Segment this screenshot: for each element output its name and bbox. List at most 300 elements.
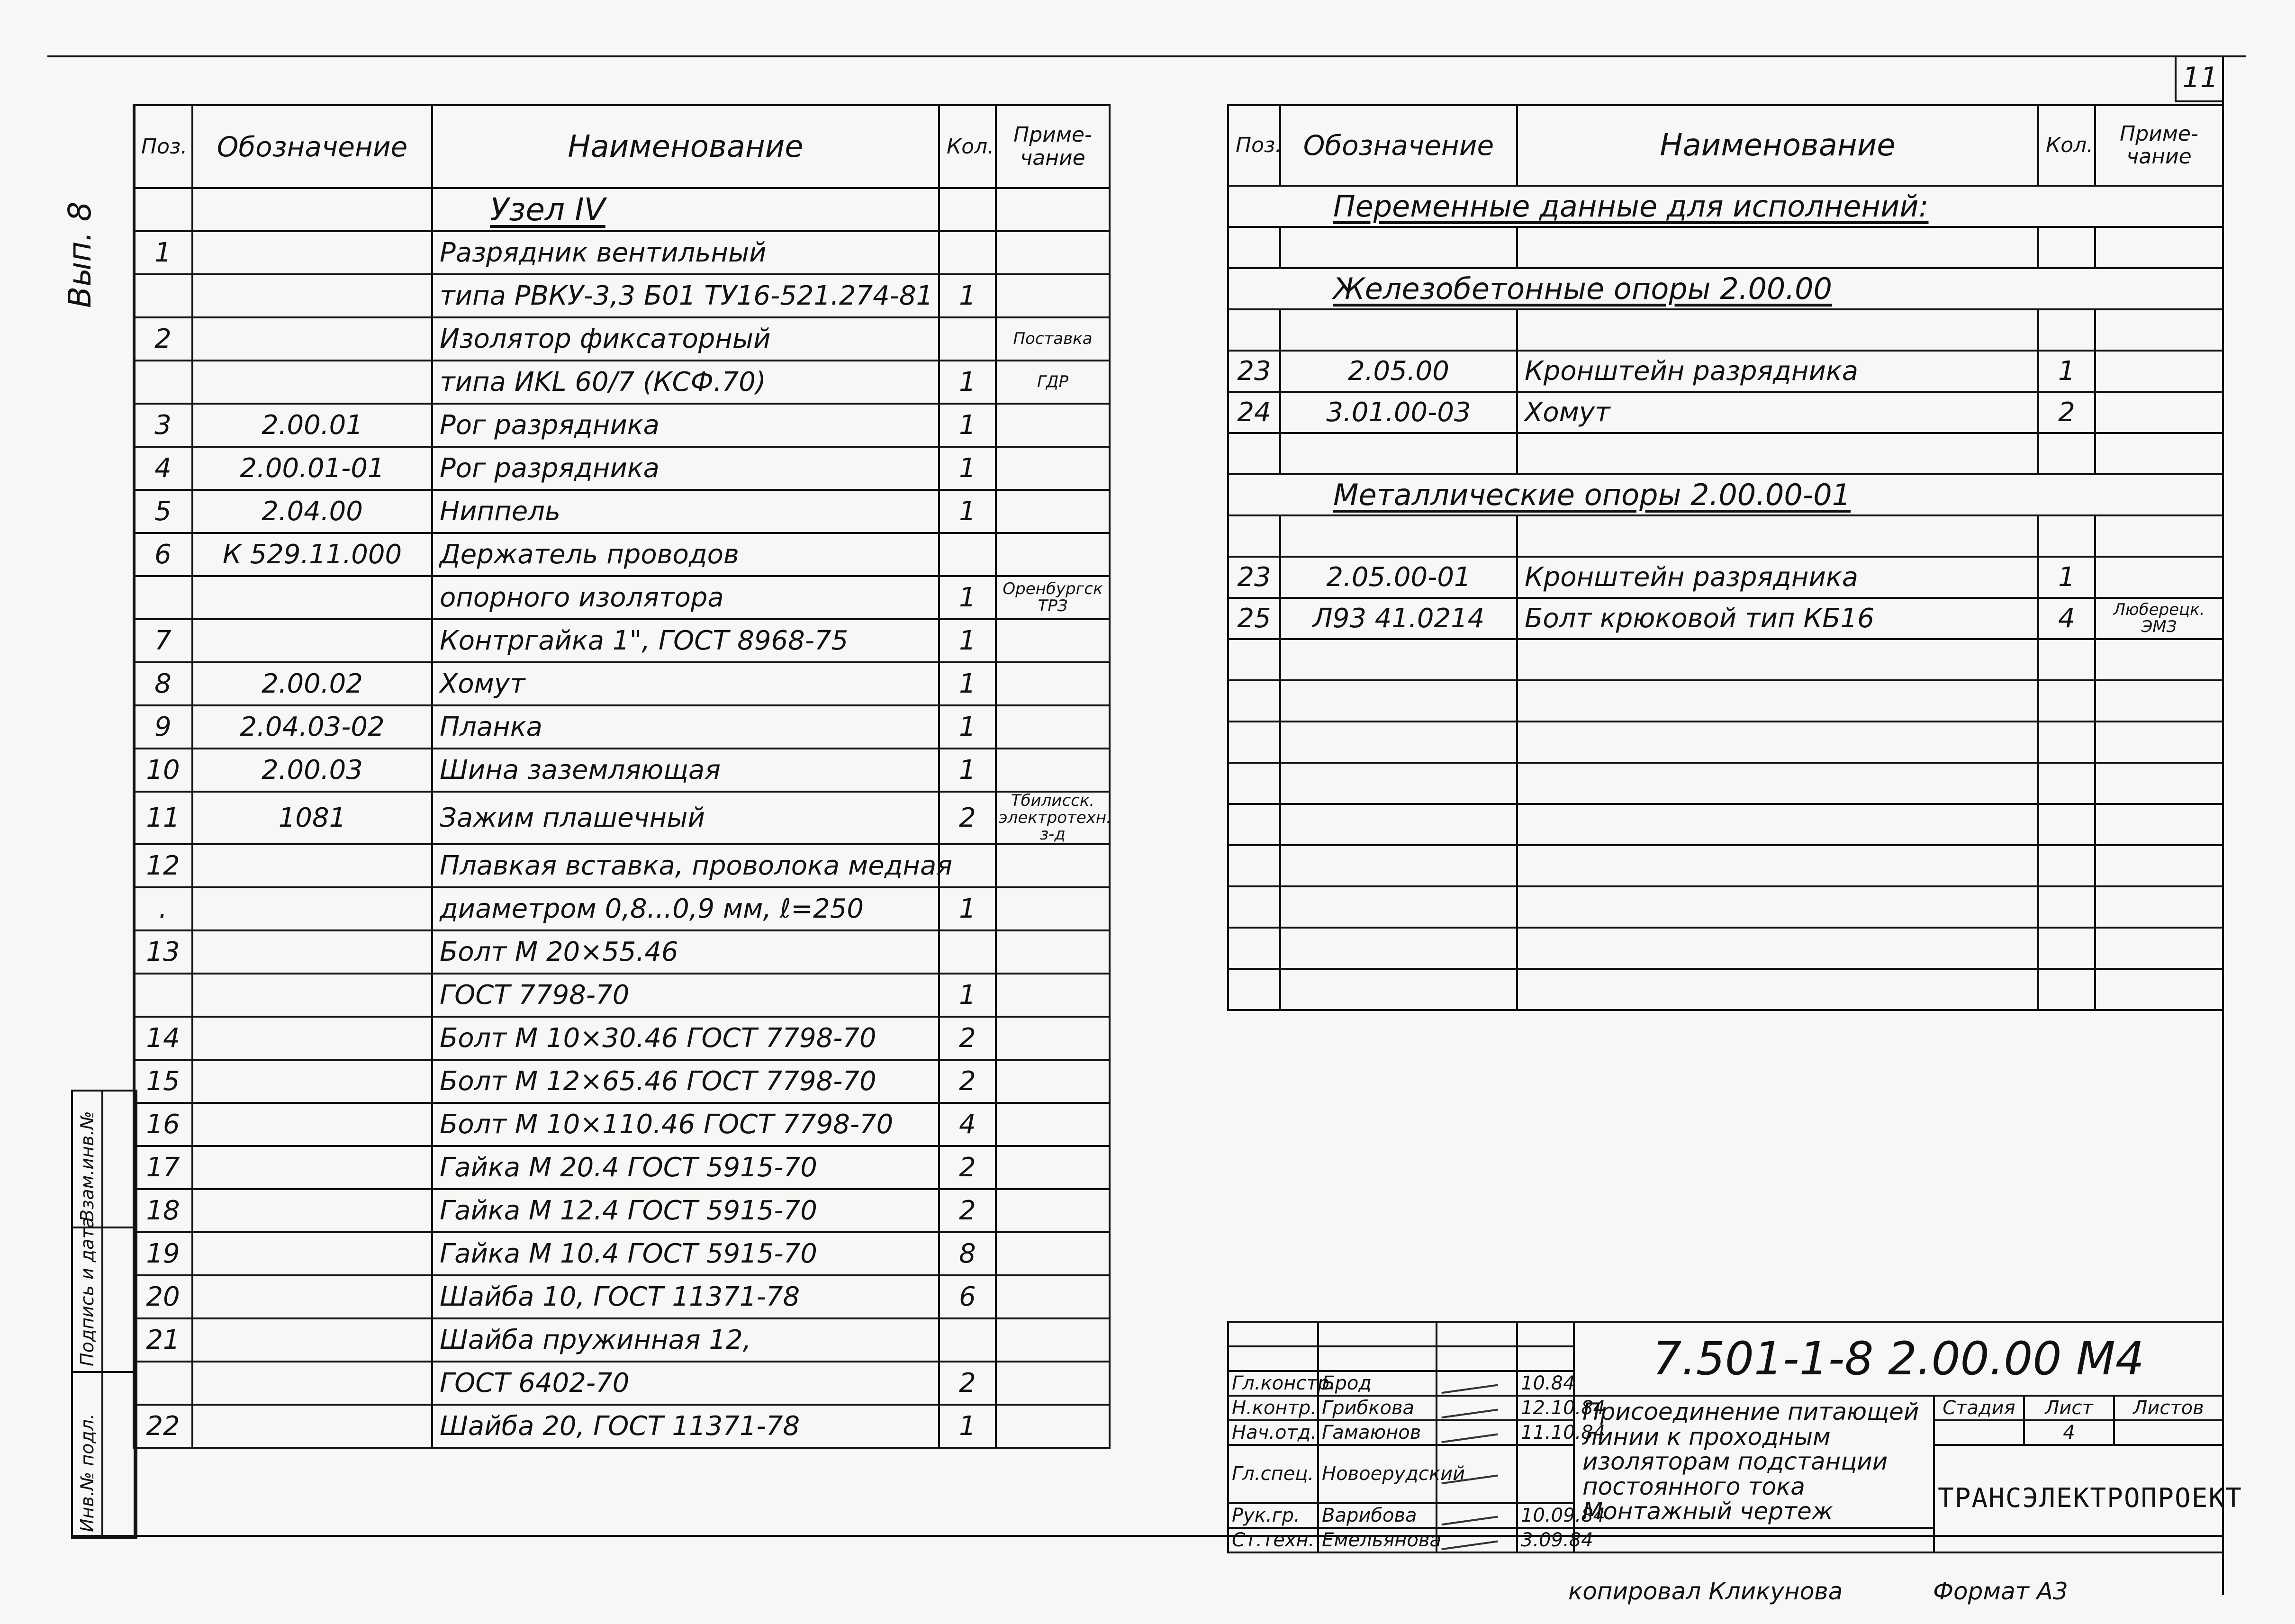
row-pos — [1228, 928, 1280, 969]
row-designation — [1280, 515, 1517, 557]
left-table-header — [134, 105, 1110, 188]
row-note — [996, 1318, 1110, 1362]
row-pos: 25 — [1228, 598, 1280, 639]
row-designation — [192, 1146, 432, 1189]
row-designation: 2.04.03-02 — [192, 705, 432, 749]
title-block — [1227, 1321, 2242, 1553]
row-name: Болт крюковой тип КБ16 — [1517, 598, 2038, 639]
table-row — [134, 1017, 1110, 1060]
row-qty — [2038, 433, 2095, 474]
row-pos — [134, 274, 192, 317]
row-designation — [1280, 763, 1517, 804]
table-row — [1228, 680, 2223, 722]
row-qty: 1 — [939, 447, 996, 490]
left-specification-table — [133, 104, 1111, 1449]
row-note — [996, 705, 1110, 749]
table-row — [134, 533, 1110, 576]
role-date: 3.09.84 — [1517, 1528, 1574, 1552]
table-row — [1228, 268, 2223, 309]
row-qty — [2038, 639, 2095, 680]
header-note: Приме- чание — [996, 105, 1110, 188]
table-row — [1228, 474, 2223, 515]
row-pos: 17 — [134, 1146, 192, 1189]
row-pos: 8 — [134, 662, 192, 705]
row-designation — [192, 844, 432, 887]
row-note — [2095, 557, 2223, 598]
row-note — [2095, 886, 2223, 928]
row-qty: 1 — [2038, 351, 2095, 392]
table-row — [1228, 969, 2223, 1010]
row-designation: 2.00.02 — [192, 662, 432, 705]
row-qty: 1 — [939, 887, 996, 930]
row-note — [2095, 515, 2223, 557]
header-pos: Поз. — [1228, 105, 1280, 186]
signature — [1437, 1371, 1517, 1396]
row-name: Узел IV — [432, 188, 939, 231]
row-designation: 2.05.00-01 — [1280, 557, 1517, 598]
row-pos — [1228, 227, 1280, 268]
row-qty: 1 — [939, 361, 996, 404]
header-designation: Обозначение — [1280, 105, 1517, 186]
row-name — [1517, 639, 2038, 680]
row-pos: 14 — [134, 1017, 192, 1060]
row-qty: 1 — [939, 749, 996, 792]
role-date: 10.09.84 — [1517, 1503, 1574, 1528]
side-annotation: Вып. 8 — [62, 201, 98, 308]
table-row — [134, 188, 1110, 231]
row-designation: 2.00.01 — [192, 404, 432, 447]
row-pos: 16 — [134, 1103, 192, 1146]
row-designation — [1280, 804, 1517, 845]
row-name: типа РВКУ-3,3 Б01 ТУ16-521.274-81 — [432, 274, 939, 317]
signature — [1437, 1396, 1517, 1420]
row-note — [996, 533, 1110, 576]
section-heading: Железобетонные опоры 2.00.00 — [1228, 268, 2223, 309]
signature — [1437, 1420, 1517, 1445]
signature — [1437, 1445, 1517, 1503]
row-pos: 7 — [134, 619, 192, 662]
row-qty: 8 — [939, 1232, 996, 1275]
header-qty: Кол. — [939, 105, 996, 188]
row-name: Хомут — [432, 662, 939, 705]
row-pos: 2 — [134, 317, 192, 361]
row-designation: 2.04.00 — [192, 490, 432, 533]
row-designation — [192, 930, 432, 974]
row-qty — [939, 930, 996, 974]
role-name: Варибова — [1318, 1503, 1437, 1528]
row-note — [996, 1362, 1110, 1405]
row-pos: 18 — [134, 1189, 192, 1232]
row-note — [996, 1103, 1110, 1146]
row-designation: К 529.11.000 — [192, 533, 432, 576]
row-qty: 1 — [939, 576, 996, 619]
section-heading: Металлические опоры 2.00.00-01 — [1228, 474, 2223, 515]
row-note — [2095, 969, 2223, 1010]
table-row — [1228, 227, 2223, 268]
row-note — [2095, 763, 2223, 804]
role-label: Ст.техн. — [1228, 1528, 1318, 1552]
row-designation — [192, 1318, 432, 1362]
row-name — [1517, 845, 2038, 886]
table-row — [1228, 763, 2223, 804]
row-note — [996, 844, 1110, 887]
row-qty: 4 — [2038, 598, 2095, 639]
stamp-label-inv-original: Инв.№ подл. — [77, 1413, 98, 1532]
row-note — [2095, 639, 2223, 680]
row-qty — [2038, 763, 2095, 804]
row-pos: 12 — [134, 844, 192, 887]
row-name — [1517, 722, 2038, 763]
stage-label: Стадия — [1934, 1396, 2024, 1420]
row-note — [996, 274, 1110, 317]
row-name: ГОСТ 7798-70 — [432, 974, 939, 1017]
row-designation — [192, 619, 432, 662]
row-designation — [1280, 722, 1517, 763]
row-designation — [192, 887, 432, 930]
table-row — [134, 1146, 1110, 1189]
page-number: 11 — [2182, 61, 2219, 94]
row-qty — [2038, 845, 2095, 886]
row-pos: 9 — [134, 705, 192, 749]
header-name: Наименование — [1517, 105, 2038, 186]
table-row — [134, 576, 1110, 619]
row-designation — [192, 1017, 432, 1060]
signature — [1437, 1503, 1517, 1528]
row-pos — [134, 576, 192, 619]
row-pos — [134, 361, 192, 404]
row-pos: 10 — [134, 749, 192, 792]
row-name — [1517, 515, 2038, 557]
row-name: Зажим плашечный — [432, 792, 939, 844]
row-note — [996, 404, 1110, 447]
row-name — [1517, 309, 2038, 351]
role-label: Нач.отд. — [1228, 1420, 1318, 1445]
role-date — [1517, 1445, 1574, 1503]
row-designation — [192, 1275, 432, 1318]
row-qty: 1 — [939, 705, 996, 749]
row-name: Шайба 20, ГОСТ 11371-78 — [432, 1405, 939, 1448]
table-row — [134, 1405, 1110, 1448]
header-designation: Обозначение — [192, 105, 432, 188]
row-note: Оренбургск ТРЗ — [996, 576, 1110, 619]
header-pos: Поз. — [134, 105, 192, 188]
row-note — [2095, 680, 2223, 722]
row-designation — [192, 1103, 432, 1146]
row-qty: 1 — [939, 1405, 996, 1448]
row-designation: 2.05.00 — [1280, 351, 1517, 392]
role-date: 11.10.84 — [1517, 1420, 1574, 1445]
row-name: Болт М 10×110.46 ГОСТ 7798-70 — [432, 1103, 939, 1146]
row-qty: 2 — [2038, 392, 2095, 433]
row-pos — [134, 1362, 192, 1405]
row-pos — [1228, 886, 1280, 928]
row-designation — [192, 274, 432, 317]
row-designation: 2.00.03 — [192, 749, 432, 792]
row-designation — [1280, 309, 1517, 351]
row-qty — [2038, 886, 2095, 928]
row-note — [996, 1232, 1110, 1275]
table-row — [1228, 515, 2223, 557]
table-row — [134, 1189, 1110, 1232]
row-qty — [939, 188, 996, 231]
row-name: Плавкая вставка, проволока медная — [432, 844, 939, 887]
row-name — [1517, 969, 2038, 1010]
table-row — [1228, 351, 2223, 392]
row-designation — [192, 188, 432, 231]
row-note — [2095, 433, 2223, 474]
role-name: Емельянова — [1318, 1528, 1437, 1552]
row-pos: 24 — [1228, 392, 1280, 433]
row-pos: 4 — [134, 447, 192, 490]
table-row — [134, 705, 1110, 749]
row-pos — [134, 974, 192, 1017]
row-name: Разрядник вентильный — [432, 231, 939, 274]
table-row — [134, 1103, 1110, 1146]
paper-format: Формат А3 — [1933, 1578, 2068, 1605]
row-qty: 2 — [939, 1362, 996, 1405]
row-note — [2095, 227, 2223, 268]
row-pos: 19 — [134, 1232, 192, 1275]
row-qty — [2038, 227, 2095, 268]
table-row — [134, 930, 1110, 974]
row-name: опорного изолятора — [432, 576, 939, 619]
row-note — [996, 887, 1110, 930]
row-note — [996, 231, 1110, 274]
row-name: Болт М 12×65.46 ГОСТ 7798-70 — [432, 1060, 939, 1103]
row-qty: 1 — [2038, 557, 2095, 598]
row-pos: 1 — [134, 231, 192, 274]
table-row — [134, 1232, 1110, 1275]
row-qty — [939, 533, 996, 576]
row-pos: 21 — [134, 1318, 192, 1362]
row-qty: 1 — [939, 490, 996, 533]
row-qty: 1 — [939, 404, 996, 447]
row-name — [1517, 928, 2038, 969]
table-row — [1228, 722, 2223, 763]
table-row — [134, 317, 1110, 361]
role-label: Н.контр. — [1228, 1396, 1318, 1420]
row-name: ГОСТ 6402-70 — [432, 1362, 939, 1405]
table-row — [1228, 928, 2223, 969]
table-row — [1228, 886, 2223, 928]
table-row — [1228, 639, 2223, 680]
row-pos — [1228, 309, 1280, 351]
header-qty: Кол. — [2038, 105, 2095, 186]
row-name: Изолятор фиксаторный — [432, 317, 939, 361]
row-note — [996, 188, 1110, 231]
table-row — [134, 231, 1110, 274]
row-name: Держатель проводов — [432, 533, 939, 576]
row-designation — [192, 231, 432, 274]
row-name: типа ИKL 60/7 (КСФ.70) — [432, 361, 939, 404]
row-designation — [1280, 433, 1517, 474]
table-row — [1228, 186, 2223, 227]
page-number-box — [2175, 55, 2224, 102]
right-specification-table — [1227, 104, 2224, 1011]
table-row — [1228, 309, 2223, 351]
row-designation — [192, 317, 432, 361]
row-qty: 1 — [939, 619, 996, 662]
row-note — [2095, 845, 2223, 886]
row-pos: 22 — [134, 1405, 192, 1448]
row-pos — [1228, 969, 1280, 1010]
row-designation: 3.01.00-03 — [1280, 392, 1517, 433]
table-row — [1228, 598, 2223, 639]
row-designation — [192, 361, 432, 404]
stamp-label-inv-replace: Взам.инв.№ — [77, 1111, 98, 1222]
header-note: Приме- чание — [2095, 105, 2223, 186]
row-name: Контргайка 1", ГОСТ 8968-75 — [432, 619, 939, 662]
row-qty — [2038, 722, 2095, 763]
row-pos: 20 — [134, 1275, 192, 1318]
row-name — [1517, 227, 2038, 268]
row-name: Рог разрядника — [432, 447, 939, 490]
signature — [1437, 1528, 1517, 1552]
row-name: Ниппель — [432, 490, 939, 533]
row-note: Тбилисск. электротехн. з-д — [996, 792, 1110, 844]
row-note — [996, 749, 1110, 792]
table-row — [134, 619, 1110, 662]
row-note — [996, 619, 1110, 662]
row-designation — [1280, 928, 1517, 969]
row-designation: Л93 41.0214 — [1280, 598, 1517, 639]
row-name: Кронштейн разрядника — [1517, 351, 2038, 392]
table-row — [134, 490, 1110, 533]
role-label: Гл.констр. — [1228, 1371, 1318, 1396]
row-pos — [1228, 845, 1280, 886]
row-note — [996, 1405, 1110, 1448]
table-row — [1228, 845, 2223, 886]
row-pos — [1228, 804, 1280, 845]
row-note — [996, 662, 1110, 705]
table-row — [134, 749, 1110, 792]
organization: ТРАНСЭЛЕКТРОПРОЕКТ — [1934, 1445, 2223, 1552]
row-qty — [2038, 515, 2095, 557]
row-note: ГДР — [996, 361, 1110, 404]
row-pos: 15 — [134, 1060, 192, 1103]
row-note — [996, 490, 1110, 533]
frame-top-line — [47, 55, 2246, 57]
row-name: Гайка М 10.4 ГОСТ 5915-70 — [432, 1232, 939, 1275]
row-note — [996, 1189, 1110, 1232]
row-pos — [1228, 639, 1280, 680]
row-qty: 6 — [939, 1275, 996, 1318]
row-note — [996, 1017, 1110, 1060]
row-name: Шина заземляющая — [432, 749, 939, 792]
sheet-label: Лист — [2024, 1396, 2114, 1420]
section-heading: Переменные данные для исполнений: — [1228, 186, 2223, 227]
row-designation: 1081 — [192, 792, 432, 844]
row-qty: 1 — [939, 974, 996, 1017]
table-row — [134, 361, 1110, 404]
drawing-description: Присоединение питающей линии к проходным изоляторам подстанции постоянного тока Монтажный чертеж — [1574, 1396, 1934, 1528]
sheet-value: 4 — [2024, 1420, 2114, 1445]
row-pos: . — [134, 887, 192, 930]
row-designation — [1280, 680, 1517, 722]
row-note — [996, 974, 1110, 1017]
table-row — [134, 1362, 1110, 1405]
row-pos — [1228, 433, 1280, 474]
row-pos — [1228, 515, 1280, 557]
row-designation — [192, 1060, 432, 1103]
row-name: Болт М 10×30.46 ГОСТ 7798-70 — [432, 1017, 939, 1060]
row-name — [1517, 763, 2038, 804]
table-row — [134, 887, 1110, 930]
sheets-label: Листов — [2114, 1396, 2223, 1420]
row-designation — [192, 1189, 432, 1232]
row-pos: 13 — [134, 930, 192, 974]
row-qty: 2 — [939, 1017, 996, 1060]
role-label: Рук.гр. — [1228, 1503, 1318, 1528]
row-note — [2095, 804, 2223, 845]
row-name — [1517, 433, 2038, 474]
row-pos: 23 — [1228, 557, 1280, 598]
role-name: Гамаюнов — [1318, 1420, 1437, 1445]
row-qty — [2038, 680, 2095, 722]
role-name: Грибкова — [1318, 1396, 1437, 1420]
row-designation — [192, 576, 432, 619]
row-qty: 1 — [939, 274, 996, 317]
row-name: Рог разрядника — [432, 404, 939, 447]
row-name: диаметром 0,8...0,9 мм, ℓ=250 — [432, 887, 939, 930]
table-row — [134, 447, 1110, 490]
row-note — [996, 930, 1110, 974]
row-designation — [1280, 845, 1517, 886]
role-label: Гл.спец. — [1228, 1445, 1318, 1503]
row-note — [2095, 392, 2223, 433]
row-designation — [1280, 639, 1517, 680]
row-designation — [192, 974, 432, 1017]
row-designation — [1280, 227, 1517, 268]
table-row — [1228, 557, 2223, 598]
row-qty: 2 — [939, 1189, 996, 1232]
table-row — [134, 662, 1110, 705]
role-name: Брод — [1318, 1371, 1437, 1396]
row-name: Хомут — [1517, 392, 2038, 433]
row-designation — [1280, 886, 1517, 928]
row-name: Шайба пружинная 12, — [432, 1318, 939, 1362]
row-pos — [1228, 722, 1280, 763]
row-name: Кронштейн разрядника — [1517, 557, 2038, 598]
row-note — [2095, 309, 2223, 351]
row-qty — [2038, 804, 2095, 845]
table-row — [1228, 433, 2223, 474]
row-pos: 23 — [1228, 351, 1280, 392]
row-name: Гайка М 20.4 ГОСТ 5915-70 — [432, 1146, 939, 1189]
row-note — [2095, 928, 2223, 969]
table-row — [134, 1275, 1110, 1318]
row-note — [996, 1275, 1110, 1318]
copied-by: копировал Кликунова — [1568, 1578, 1843, 1605]
row-designation: 2.00.01-01 — [192, 447, 432, 490]
table-row — [134, 404, 1110, 447]
row-name: Гайка М 12.4 ГОСТ 5915-70 — [432, 1189, 939, 1232]
table-row — [134, 1318, 1110, 1362]
table-row — [1228, 392, 2223, 433]
row-qty — [939, 1318, 996, 1362]
row-pos: 11 — [134, 792, 192, 844]
row-name: Болт М 20×55.46 — [432, 930, 939, 974]
role-date: 10.84 — [1517, 1371, 1574, 1396]
row-name — [1517, 804, 2038, 845]
row-name — [1517, 886, 2038, 928]
row-note — [996, 447, 1110, 490]
row-qty — [2038, 928, 2095, 969]
row-designation — [192, 1232, 432, 1275]
role-date: 12.10.84 — [1517, 1396, 1574, 1420]
table-row — [134, 1060, 1110, 1103]
row-note: Люберецк. ЭМЗ — [2095, 598, 2223, 639]
